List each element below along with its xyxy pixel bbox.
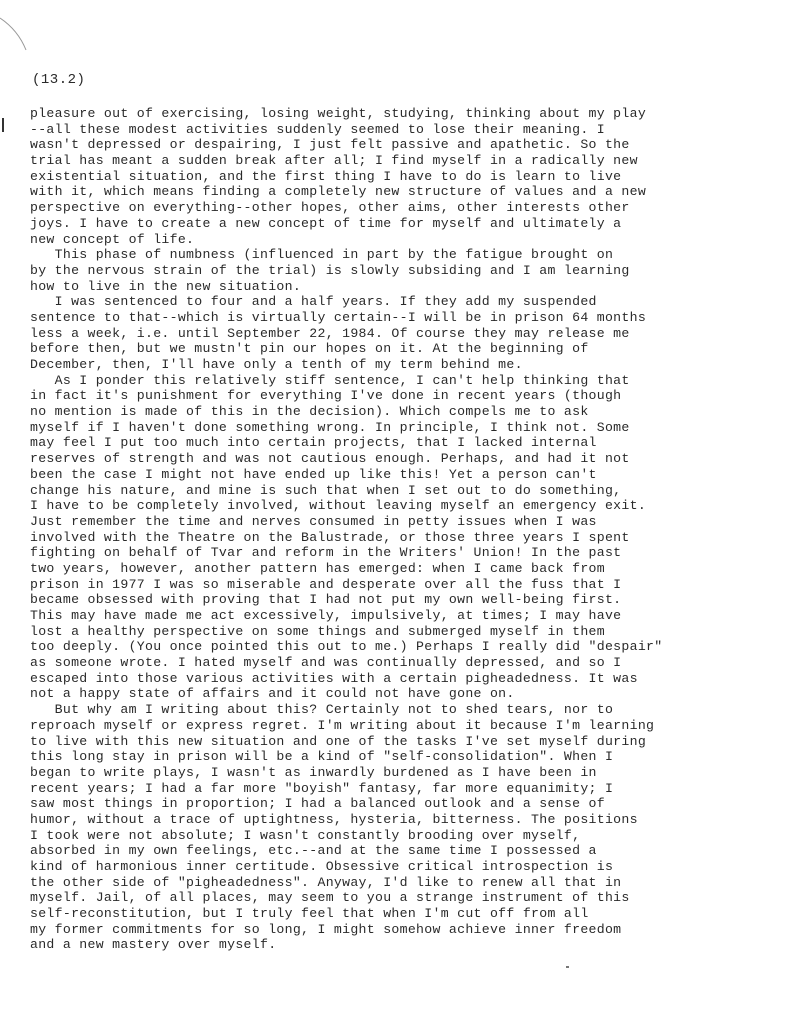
text-line: perspective on everything--other hopes, other aims, other interests other (30, 200, 630, 216)
text-line: recent years; I had a far more "boyish" fantasy, far more equanimity; I (30, 780, 614, 796)
text-line: my former commitments for so long, I might somehow achieve inner freedom (30, 921, 622, 937)
text-line: escaped into those various activities with a certain pigheadedness. It was (30, 670, 638, 686)
text-line: reserves of strength and was not cautious enough. Perhaps, and had it not (30, 451, 630, 467)
text-line: sentence to that--which is virtually certain--I will be in prison 64 months (30, 309, 647, 325)
text-line: --all these modest activities suddenly seemed to lose their meaning. I (30, 121, 605, 137)
text-line: But why am I writing about this? Certainly not to shed tears, nor to (30, 702, 614, 718)
text-line: absorbed in my own feelings, etc.--and at the same time I possessed a (30, 843, 597, 859)
text-line: new concept of life. (30, 231, 195, 247)
text-line: less a week, i.e. until September 22, 1984. Of course they may release me (30, 325, 630, 341)
text-line: joys. I have to create a new concept of time for myself and ultimately a (30, 215, 622, 231)
text-line: the other side of "pigheadedness". Anyway, I'd like to renew all that in (30, 874, 622, 890)
text-line: two years, however, another pattern has emerged: when I came back from (30, 560, 605, 576)
text-line: This phase of numbness (influenced in part by the fatigue brought on (30, 247, 614, 263)
text-line: self-reconstitution, but I truly feel that when I'm cut off from all (30, 906, 589, 922)
page-number: (13.2) (32, 72, 86, 88)
text-line: how to live in the new situation. (30, 278, 302, 294)
text-line: kind of harmonious inner certitude. Obsessive critical introspection is (30, 859, 614, 874)
text-line: involved with the Theatre on the Balustrade, or those three years I spent (30, 529, 630, 545)
text-line: I took were not absolute; I wasn't constantly brooding over myself, (30, 827, 581, 843)
text-line: and a new mastery over myself. (30, 937, 277, 953)
text-line: saw most things in proportion; I had a balanced outlook and a sense of (30, 796, 605, 812)
text-line: Just remember the time and nerves consumed in petty issues when I was (30, 513, 597, 529)
text-line: fighting on behalf of Tvar and reform in the Writers' Union! In the past (30, 545, 622, 561)
text-line: myself. Jail, of all places, may seem to you a strange instrument of this (30, 890, 630, 906)
text-line: I was sentenced to four and a half years. If they add my suspended (30, 294, 597, 310)
page-corner-mark (0, 0, 40, 70)
text-line: as someone wrote. I hated myself and was continually depressed, and so I (30, 655, 622, 671)
text-line: may feel I put too much into certain projects, that I lacked internal (30, 435, 597, 451)
text-line: This may have made me act excessively, impulsively, at times; I may have (30, 608, 622, 623)
margin-mark (2, 118, 4, 132)
text-line: change his nature, and mine is such that when I set out to do something, (30, 482, 622, 498)
text-line: humor, without a trace of uptightness, hysteria, bitterness. The positions (30, 811, 638, 827)
text-line: reproach myself or express regret. I'm writing about it because I'm learning (30, 717, 655, 733)
text-line: As I ponder this relatively stiff sentence, I can't help thinking that (30, 372, 630, 388)
text-line: to live with this new situation and one of the tasks I've set myself during (30, 733, 647, 749)
text-line: been the case I might not have ended up like this! Yet a person can't (30, 466, 597, 482)
text-line: I have to be completely involved, without leaving myself an emergency exit. (30, 498, 647, 514)
text-line: before then, but we mustn't pin our hopes on it. At the beginning of (30, 341, 589, 357)
text-line: not a happy state of affairs and it could not have gone on. (30, 686, 515, 702)
text-line: trial has meant a sudden break after all; I find myself in a radically new (30, 153, 638, 169)
text-line: by the nervous strain of the trial) is slowly subsiding and I am learning (30, 262, 630, 278)
text-line: wasn't depressed or despairing, I just felt passive and apathetic. So the (30, 137, 630, 153)
text-line: December, then, I'll have only a tenth of my term behind me. (30, 357, 523, 372)
text-line: myself if I haven't done something wrong. In principle, I think not. Some (30, 419, 630, 435)
text-line: no mention is made of this in the decision). Which compels me to ask (30, 404, 589, 420)
text-line: in fact it's punishment for everything I've done in recent years (though (30, 388, 622, 404)
text-line: began to write plays, I wasn't as inwardly burdened as I have been in (30, 764, 597, 780)
text-line: prison in 1977 I was so miserable and desperate over all the fuss that I (30, 576, 622, 592)
text-line: this long stay in prison will be a kind of "self-consolidation". When I (30, 749, 614, 765)
text-line: too deeply. (You once pointed this out to me.) Perhaps I really did "despair" (30, 639, 663, 655)
letter-body (30, 106, 775, 953)
stray-mark (566, 966, 569, 968)
text-line: pleasure out of exercising, losing weight, studying, thinking about my play (30, 106, 647, 121)
text-line: became obsessed with proving that I had not put my own well-being first. (30, 592, 622, 608)
text-line: lost a healthy perspective on some things and submerged myself in them (30, 623, 605, 639)
text-line: existential situation, and the first thing I have to do is learn to live (30, 168, 622, 184)
text-line: with it, which means finding a completely new structure of values and a new (30, 184, 647, 200)
